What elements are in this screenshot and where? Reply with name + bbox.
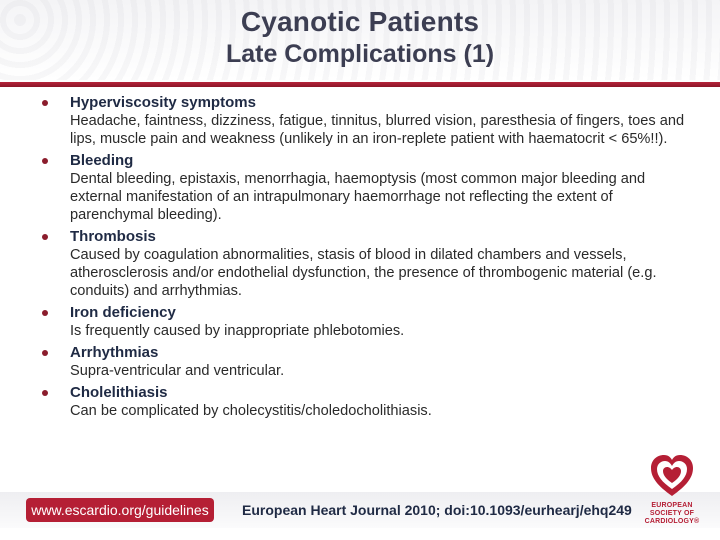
item-text: Is frequently caused by inappropriate phlebotomies. bbox=[70, 323, 405, 339]
list-item bbox=[38, 344, 688, 380]
bullet-icon bbox=[42, 350, 48, 356]
bullet-icon bbox=[42, 310, 48, 316]
complications-list bbox=[38, 94, 688, 424]
bullet-icon bbox=[42, 234, 48, 240]
list-item bbox=[38, 94, 688, 148]
list-item bbox=[38, 228, 688, 300]
item-text: Supra-ventricular and ventricular. bbox=[70, 363, 285, 379]
guidelines-url-link[interactable]: www.escardio.org/guidelines bbox=[26, 498, 214, 522]
journal-citation: European Heart Journal 2010; doi:10.1093/eurhearj/ehq249 bbox=[242, 502, 632, 518]
bullet-icon bbox=[42, 100, 48, 106]
esc-logo bbox=[640, 452, 704, 540]
item-text: Caused by coagulation abnormalities, stasis of blood in dilated chambers and vessels, atherosclerosis and/or endothelial dysfunction, the presence of thrombogenic material (e.g. conduits) and arrhythmias. bbox=[70, 247, 657, 299]
item-text: Headache, faintness, dizziness, fatigue, tinnitus, blurred vision, paresthesia of fingers, toes and lips, muscle pain and weakness (unlikely in an iron-replete patient with haematocrit < 65%!!). bbox=[70, 113, 685, 147]
slide-subtitle: Late Complications (1) bbox=[225, 40, 495, 68]
list-item bbox=[38, 384, 688, 420]
item-heading: Iron deficiency bbox=[70, 304, 176, 321]
slide-header bbox=[0, 0, 720, 80]
item-heading: Thrombosis bbox=[70, 228, 156, 245]
logo-text-line: CARDIOLOGY® bbox=[644, 518, 700, 525]
item-text: Dental bleeding, epistaxis, menorrhagia, haemoptysis (most common major bleeding and external manifestation of an intrapulmonary haemorrhage not reflecting the extent of parenchymal bleeding). bbox=[70, 171, 646, 223]
item-heading: Cholelithiasis bbox=[70, 384, 168, 401]
list-item bbox=[38, 152, 688, 224]
bullet-icon bbox=[42, 390, 48, 396]
item-heading: Hyperviscosity symptoms bbox=[70, 94, 256, 111]
logo-text-line: EUROPEAN bbox=[651, 502, 693, 509]
esc-heart-logo-icon bbox=[648, 452, 696, 500]
item-heading: Bleeding bbox=[70, 152, 134, 169]
logo-text-line: SOCIETY OF bbox=[649, 510, 695, 517]
slide-title: Cyanotic Patients bbox=[240, 6, 480, 37]
list-item bbox=[38, 304, 688, 340]
bullet-icon bbox=[42, 158, 48, 164]
header-divider bbox=[0, 82, 720, 87]
item-text: Can be complicated by cholecystitis/choledocholithiasis. bbox=[70, 403, 432, 419]
item-heading: Arrhythmias bbox=[70, 344, 159, 361]
